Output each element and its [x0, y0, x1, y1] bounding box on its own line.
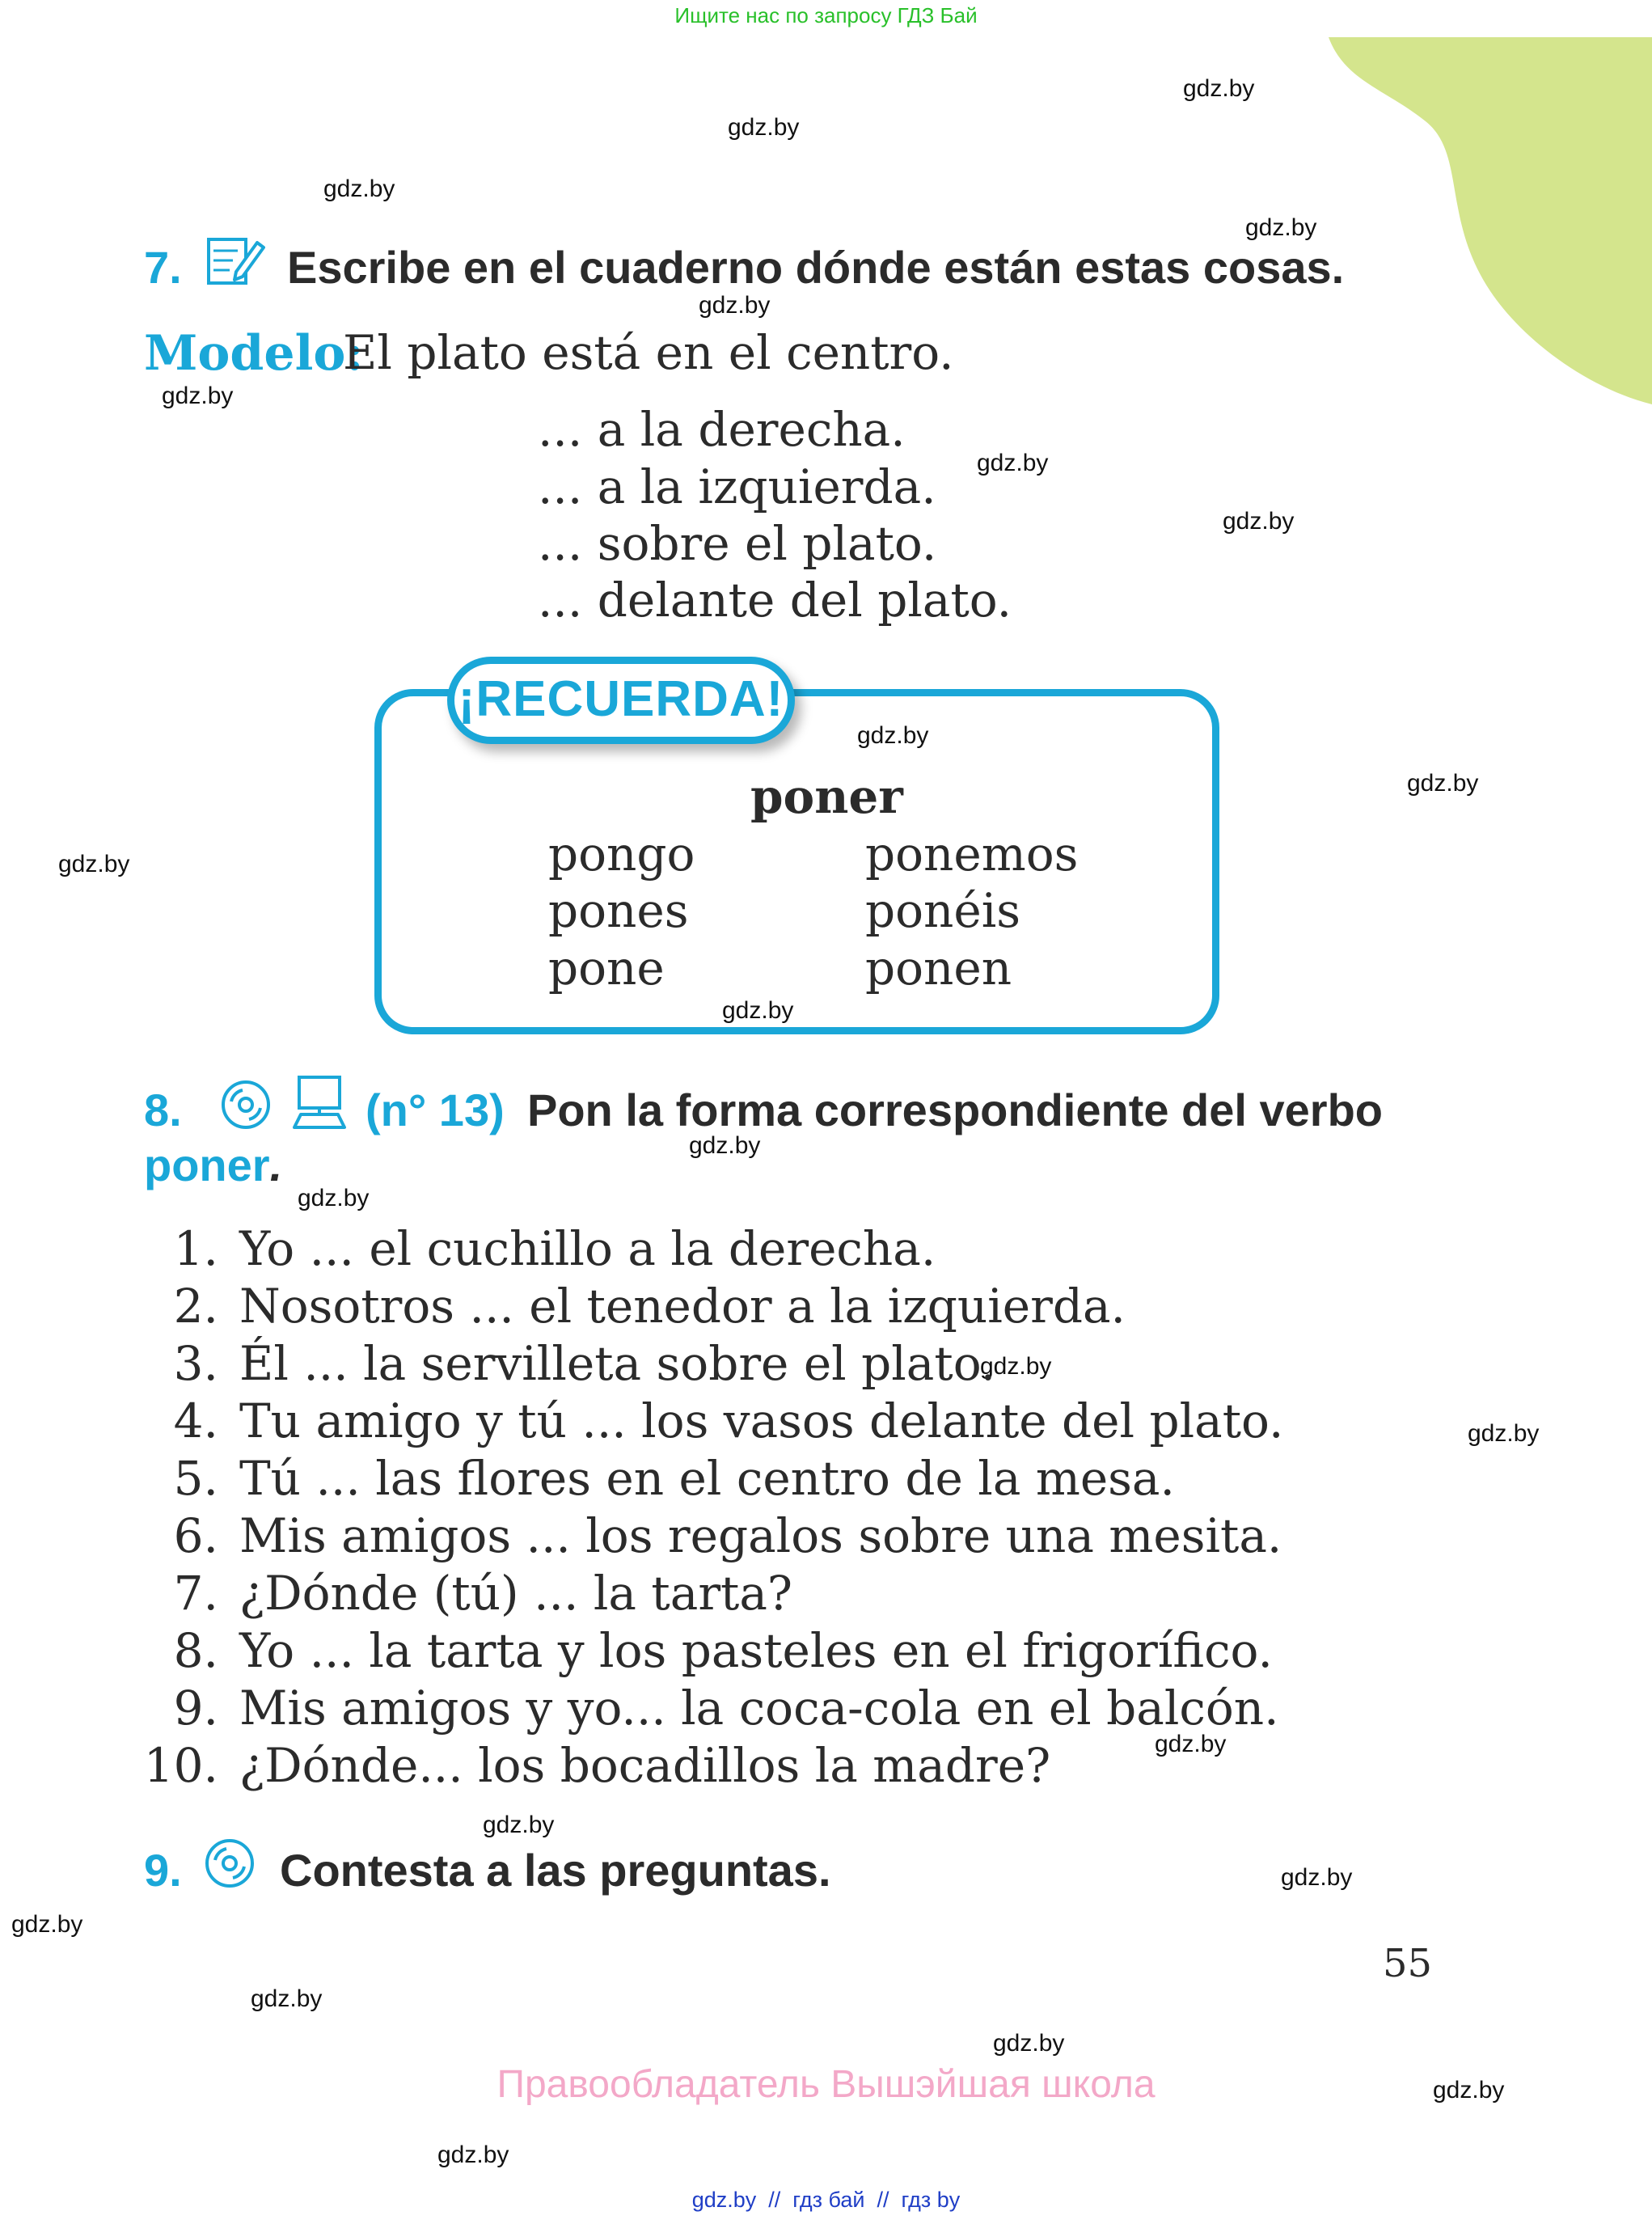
verb-form: pones [548, 883, 689, 938]
watermark: gdz.by [162, 383, 234, 409]
position-line: ... a la derecha. [538, 402, 906, 457]
position-line: ... a la izquierda. [538, 459, 936, 514]
exercise-8-period: . [269, 1139, 283, 1190]
verb-form: ponéis [865, 883, 1021, 938]
watermark: gdz.by [1468, 1420, 1540, 1447]
model-label: Modelo: [144, 325, 364, 382]
watermark: gdz.by [11, 1911, 83, 1938]
item-number: 3. [173, 1336, 218, 1391]
watermark: gdz.by [857, 722, 929, 749]
watermark: gdz.by [58, 851, 130, 877]
watermark: gdz.by [699, 292, 771, 319]
item-number: 6. [173, 1508, 218, 1563]
item-text: Mis amigos y yo... la coca-cola en el balcón. [239, 1681, 1279, 1736]
watermark: gdz.by [483, 1812, 555, 1838]
watermark: gdz.by [1155, 1731, 1227, 1757]
item-text: Yo ... el cuchillo a la derecha. [239, 1221, 936, 1276]
exercise-9-number: 9. [144, 1845, 182, 1896]
verb-heading: poner [750, 769, 903, 824]
watermark: gdz.by [728, 114, 800, 141]
exercise-9-title: Contesta a las preguntas. [280, 1845, 831, 1896]
item-number: 4. [173, 1393, 218, 1448]
item-number: 2. [173, 1279, 218, 1334]
watermark: gdz.by [1245, 214, 1317, 241]
exercise-8-verb-line [144, 1139, 282, 1191]
item-number: 1. [173, 1221, 218, 1276]
watermark: gdz.by [689, 1132, 761, 1159]
notebook-pencil-icon [205, 235, 265, 288]
exercise-8-title: Pon la forma correspondiente del verbo [527, 1085, 1384, 1135]
watermark: gdz.by [1223, 508, 1295, 535]
item-number: 7. [173, 1566, 218, 1621]
watermark: gdz.by [298, 1185, 370, 1211]
verb-form: pongo [548, 827, 695, 882]
exercise-8-number: 8. [144, 1085, 182, 1135]
exercise-7-title: Escribe en el cuaderno dónde están estas cosas. [287, 242, 1345, 293]
recuerda-label-text: ¡RECUERDA! [458, 671, 784, 727]
watermark: gdz.by [1433, 2077, 1505, 2103]
verb-form: pone [548, 941, 665, 996]
footer-links[interactable]: gdz.by // гдз бай // гдз by [691, 2188, 961, 2212]
watermark: gdz.by [1183, 75, 1255, 102]
item-text: Tu amigo y tú ... los vasos delante del plato. [239, 1393, 1284, 1448]
item-text: Mis amigos ... los regalos sobre una mesita. [239, 1508, 1282, 1563]
watermark: gdz.by [323, 175, 395, 202]
item-number: 10. [143, 1738, 218, 1793]
item-number: 9. [173, 1681, 218, 1736]
item-text: Tú ... las flores en el centro de la mesa. [239, 1451, 1175, 1506]
item-text: Yo ... la tarta y los pasteles en el frigorífico. [239, 1623, 1273, 1678]
item-text: ¿Dónde... los bocadillos la madre? [239, 1738, 1051, 1793]
exercise-7-number: 7. [144, 242, 182, 293]
watermark: gdz.by [1407, 770, 1479, 797]
item-number: 5. [173, 1451, 218, 1506]
corner-decoration [1329, 0, 1652, 404]
watermark: gdz.by [980, 1353, 1052, 1380]
item-text: Nosotros ... el tenedor a la izquierda. [239, 1279, 1126, 1334]
watermark: gdz.by [977, 450, 1049, 476]
watermark: gdz.by [993, 2030, 1065, 2057]
verb-form: ponemos [865, 827, 1079, 882]
watermark: gdz.by [251, 1985, 323, 2012]
watermark: gdz.by [1281, 1864, 1353, 1891]
page-number: 55 [1383, 1941, 1433, 1986]
item-text: ¿Dónde (tú) ... la tarta? [239, 1566, 793, 1621]
exercise-8-reference: (n° 13) [365, 1085, 505, 1135]
model-text: El plato está en el centro. [343, 325, 954, 380]
position-line: ... delante del plato. [538, 573, 1012, 628]
computer-icon [291, 1074, 348, 1131]
item-number: 8. [173, 1623, 218, 1678]
item-text: Él ... la servilleta sobre el plato. [239, 1336, 996, 1391]
watermark: gdz.by [437, 2142, 509, 2168]
verb-form: ponen [865, 941, 1012, 996]
audio-cd-icon [204, 1837, 256, 1889]
position-line: ... sobre el plato. [538, 516, 937, 571]
rights-holder: Правообладатель Вышэйшая школа [496, 2063, 1156, 2106]
watermark: gdz.by [722, 997, 794, 1024]
exercise-8-verb: poner [144, 1139, 270, 1190]
recuerda-label [447, 657, 795, 744]
audio-cd-icon [220, 1079, 272, 1131]
header-link[interactable]: Ищите нас по запросу ГДЗ Бай [674, 3, 978, 27]
